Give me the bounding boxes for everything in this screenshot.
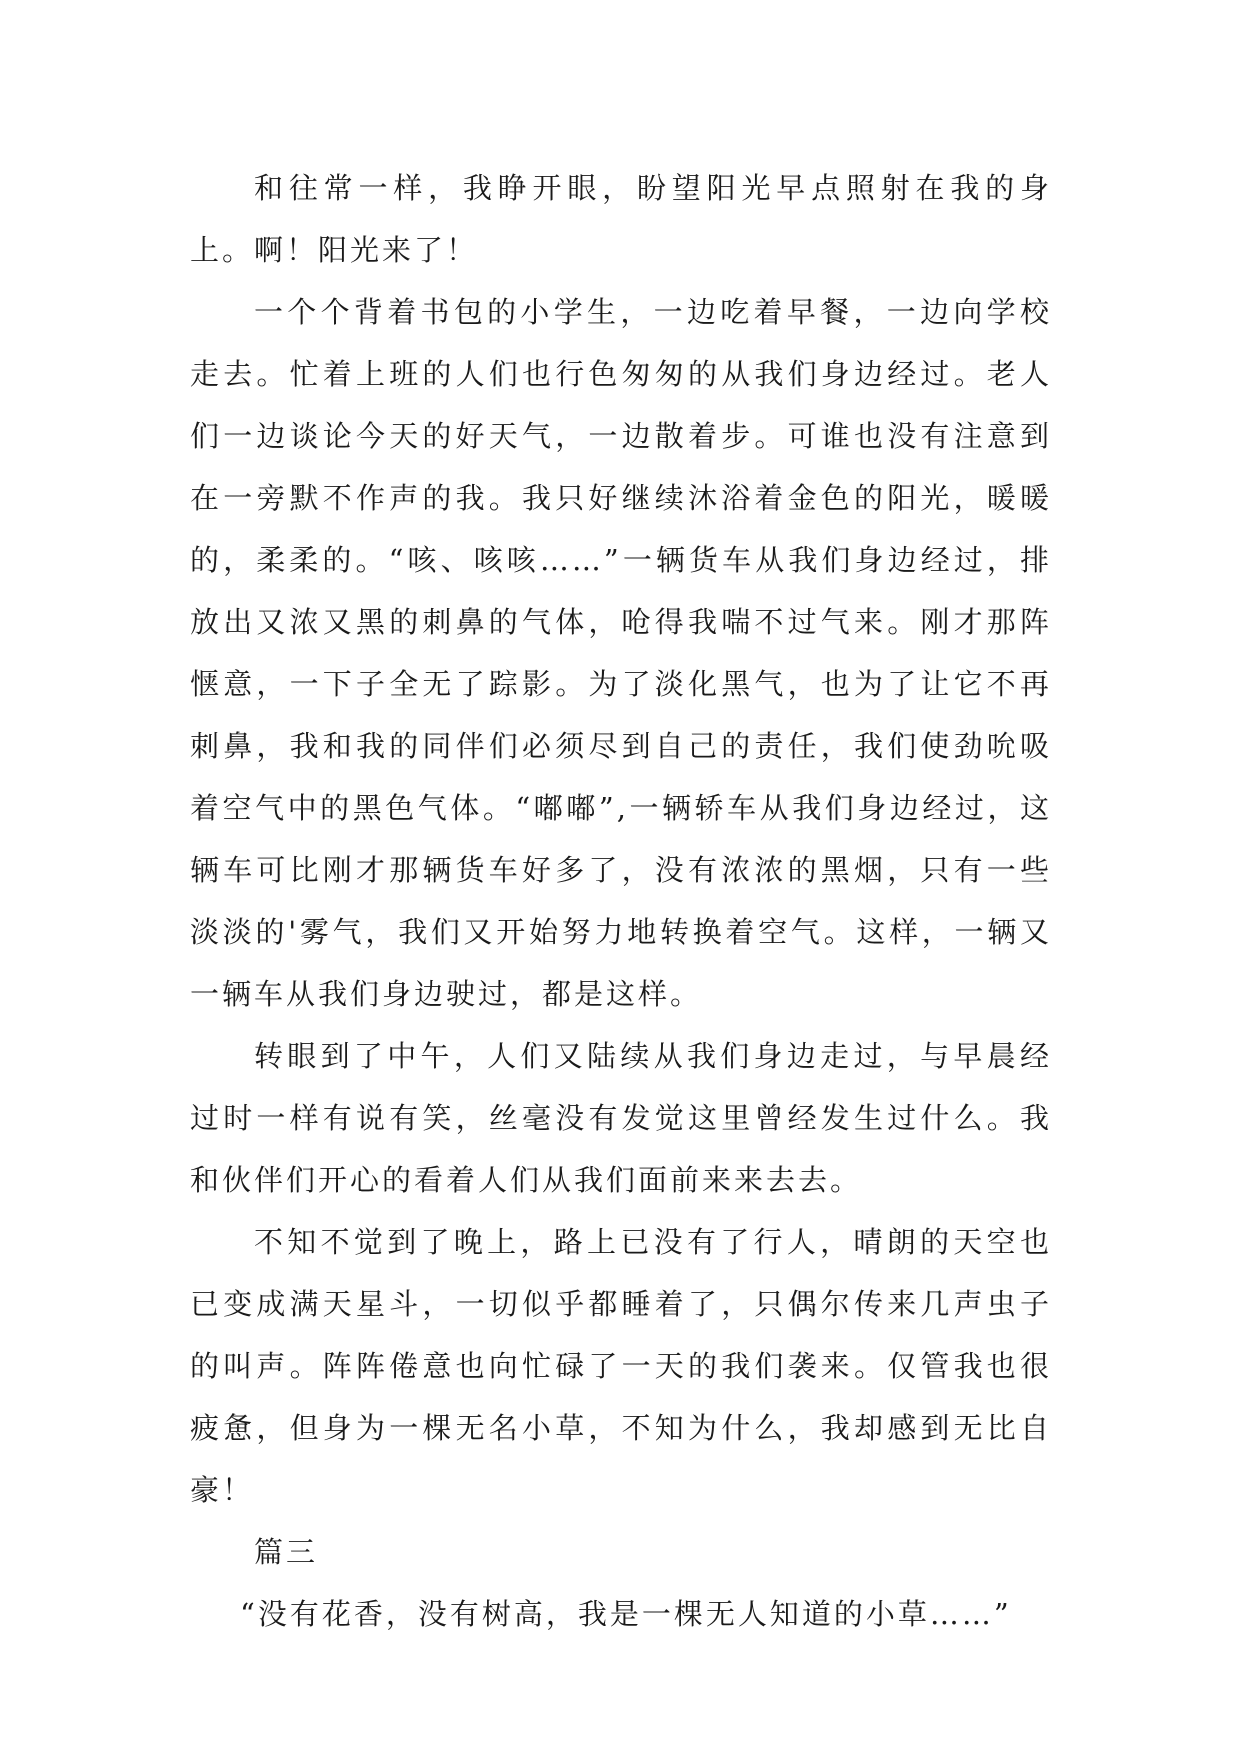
paragraph-quote: “没有花香，没有树高，我是一棵无人知道的小草……”: [240, 1597, 1012, 1631]
paragraph-traffic: 一个个背着书包的小学生，一边吃着早餐，一边向学校走去。忙着上班的人们也行色匆匆的从我们身边经过。老人们一边谈论今天的好天气，一边散着步。可谁也没有注意到在一旁默不作声的我。我只好继续沐浴着金色的阳光，暖暖的，柔柔的。“咳、咳咳……”一辆货车从我们身边经过，排放出又浓又黑的刺鼻的气体，呛得我喘不过气来。刚才那阵惬意，一下子全无了踪影。为了淡化黑气，也为了让它不再刺鼻，我和我的同伴们必须尽到自己的责任，我们使劲吮吸着空气中的黑色气体。“嘟嘟”,一辆轿车从我们身边经过，这辆车可比刚才那辆货车好多了，没有浓浓的黑烟，只有一些淡淡的'雾气，我们又开始努力地转换着空气。这样，一辆又一辆车从我们身边驶过，都是这样。: [190, 295, 1052, 1011]
paragraph-noon: 转眼到了中午，人们又陆续从我们身边走过，与早晨经过时一样有说有笑，丝毫没有发觉这里曾经发生过什么。我和伙伴们开心的看着人们从我们面前来来去去。: [190, 1039, 1052, 1197]
paragraph-night: 不知不觉到了晚上，路上已没有了行人，晴朗的天空也已变成满天星斗，一切似乎都睡着了，只偶尔传来几声虫子的叫声。阵阵倦意也向忙碌了一天的我们袭来。仅管我也很疲惫，但身为一棵无名小草，不知为什么，我却感到无比自豪！: [190, 1225, 1052, 1507]
article-body: [190, 157, 1052, 1645]
paragraph-morning: 和往常一样，我睁开眼，盼望阳光早点照射在我的身上。啊！阳光来了！: [190, 171, 1052, 267]
section-heading: 篇三: [254, 1535, 319, 1569]
